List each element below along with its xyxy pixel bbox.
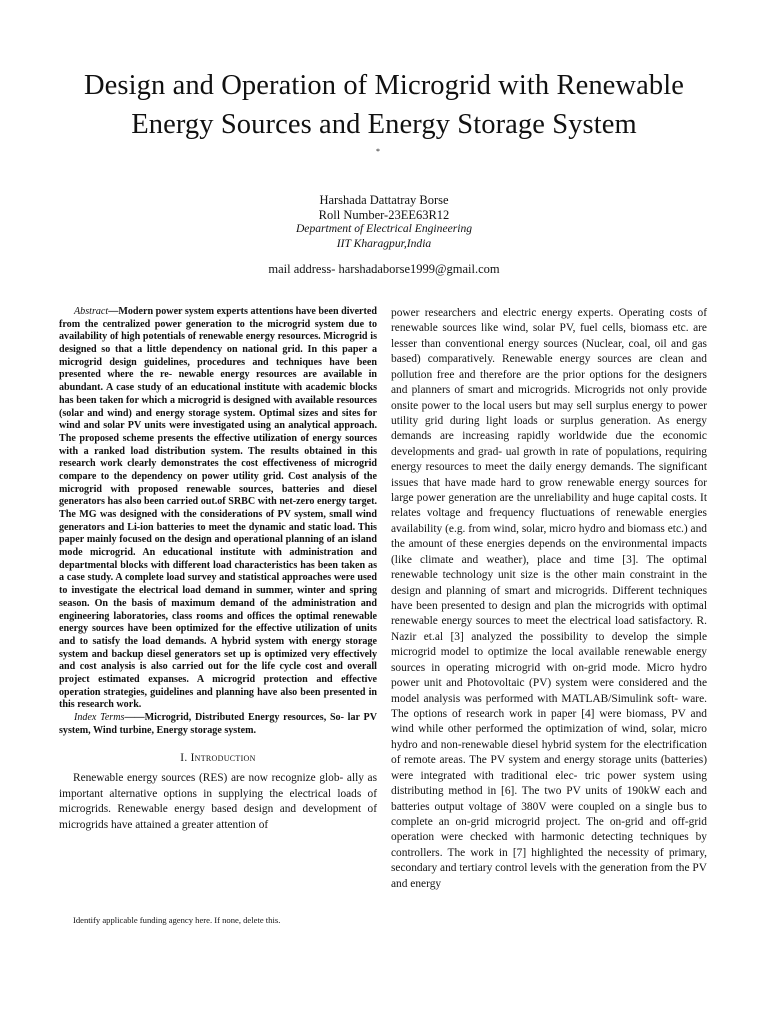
section-title: Introduction — [190, 752, 256, 765]
left-column — [59, 306, 377, 833]
right-column — [391, 306, 707, 892]
index-terms-text: Microgrid, Distributed Energy resources, So- lar PV system, Wind turbine, Energy storage system. — [59, 712, 377, 736]
author-institute: IIT Kharagpur,India — [336, 236, 432, 250]
abstract-paragraph — [59, 306, 377, 712]
funding-footnote: Identify applicable funding agency here. If none, delete this. — [73, 915, 281, 925]
section-heading — [59, 751, 377, 765]
abstract-dash: — — [108, 306, 119, 317]
author-block — [0, 193, 768, 277]
abstract-label: Abstract — [74, 306, 109, 317]
right-column-paragraph: power researchers and electric energy experts. Operating costs of renewable sources like wind, solar PV, fuel cells, biomass etc. are lesser than conventional energy sources (Nuclear, coal, oil and gas based) comparatively. Renewable energy sources are clean and pollution free and therefore are the prior options for the designers and planners of smart and microgrids. Microgrids not only provide onsite power to the local users but may sell surplus energy to power utility grid during light loads or surplus generation. As energy demands are increasing rapidly worldwide due the economic developments and grad- ual growth in rate of populations, requiring energy resources to meet the daily energy demands. The significant issues that have made hard to grow renewable energy sources for large power generation are the unreliability and huge capital costs. It relates voltage and frequency fluctuations of renewable energies availability (e.g. from wind, solar, micro hydro and biomass etc.) and the amount of these energies depends on the environmental impacts (like climate and weather), place and time [3]. The optimal renewable technology unit size is the other main constraint in the design and planning of smart and microgrids. Different techniques have been presented to design and plan the microgrids with optimal renewable energy sources to meet the electrical load satisfactory. R. Nazir et.al [3] analyzed the possibility to develop the simple microgrid model to optimize the local available renewable energy sources in operating microgrid with on-grid mode. Micro hydro power unit and Photovoltaic (PV) system were considered and the model analysis was performed with MATLAB/Simulink soft- ware. The options of research work in paper [4] were biomass, PV and wind while other performed the optimization of wind, solar, micro hydro and non-renewable diesel hybrid system for the electrification of remote areas. The PV system and energy storage units (batteries) were integrated with traditional elec- tric power system using distributing method in [6]. The two PV units of 190kW each and batteries output voltage of 380V were coupled on a single bus to complete an on-grid microgrid project. The on-grid and off-grid operation were checked with harmonic detecting techniques by controllers. The work in [7] highlighted the necessity of primary, secondary and tertiary control levels with the generation from the PV and energy — [391, 307, 707, 890]
section-numeral: I. — [180, 752, 188, 765]
title-line-1: Design and Operation of Microgrid with Renewable — [84, 70, 684, 101]
index-terms-label: Index Terms — [74, 712, 125, 723]
title-line-2: Energy Sources and Energy Storage System — [131, 109, 637, 140]
roll-number: Roll Number-23EE63R12 — [318, 207, 450, 222]
paper-title — [40, 66, 728, 144]
title-footnote-mark: * — [376, 147, 380, 156]
intro-paragraph: Renewable energy sources (RES) are now recognize glob- ally as important alternative options in supplying the electrical loads of microgrids. Renewable energy based design and development of microgrids have attained a greater attention of — [59, 772, 377, 831]
index-terms-dash: —— — [124, 712, 145, 723]
author-name: Harshada Dattatray Borse — [319, 193, 449, 207]
author-department: Department of Electrical Engineering — [295, 222, 473, 236]
author-email: mail address- harshadaborse1999@gmail.com — [268, 262, 500, 277]
abstract-text: Modern power system experts attentions have been diverted from the centralized power generation to the microgrid system due to availability of high potentials of renewable energy resources. Microgrid is designed so that a little dependency on national grid. In this paper a microgrid design guidelines, procedures and techniques have been presented where the re- newable energy resources are available in abundant. A case study of an educational institute with academic blocks has been taken for which a microgrid is designed with available resources (solar and wind) and energy storage system. Optimal sizes and sites for wind and solar PV units were investigated using an analytical approach. The proposed scheme presents the effective utilization of energy sources with a ranked load distribution system. The results obtained in this research work clearly demonstrates the cost effectiveness of microgrid compare to the dependency on power utility grid. Cost analysis of the microgrid with proposed renewable sources, batteries and diesel generators has also been carried out.of SRBC with net-zero energy target. The MG was designed with the considerations of PV system, small wind generators and Li-ion batteries to meet the dynamic and static load. This paper mainly focused on the design and operational planning of an island mode microgrid. An educational institute with administration and departmental blocks with different load characteristics has been taken as a case study. A complete load survey and statistical approaches were used to investigate the electrical load demand in summer, winter and spring season. On the basis of maximum demand of the administration and engineering laboratories, class rooms and offices the optimal renewable energy sources have been optimized for the effective utilization of units and to satisfy the load demands. A hybrid system with energy storage system and backup diesel generators set up is optimized very effectively and cost analysis is also carried out for the life cycle cost and overall project estimated expanses. A microgrid protection and effective operation strategies, guidelines and planning have also been presented in this research work. — [59, 306, 377, 711]
index-terms-paragraph — [59, 712, 377, 737]
